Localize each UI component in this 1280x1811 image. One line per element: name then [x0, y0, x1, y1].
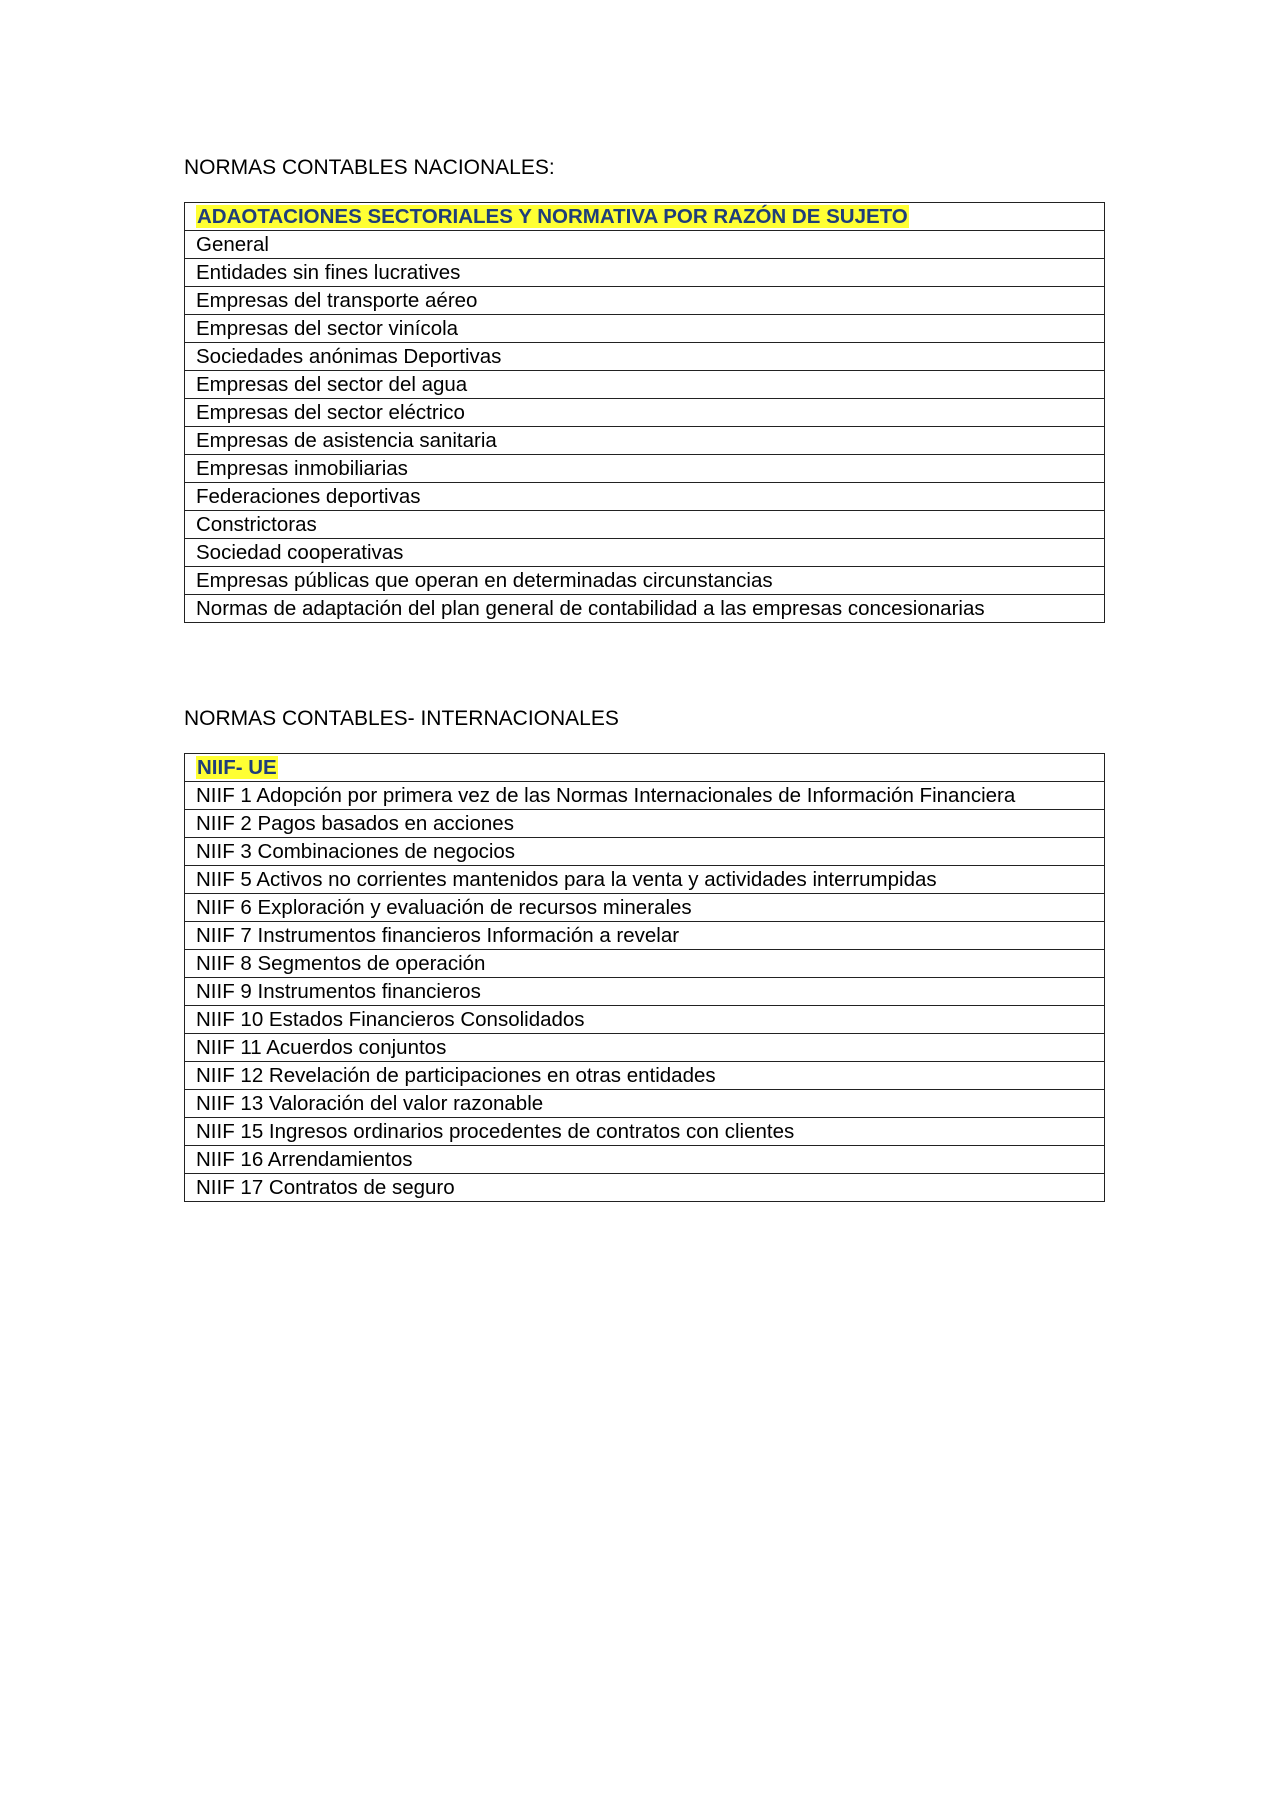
table-cell: Federaciones deportivas — [185, 483, 1105, 511]
table-cell: NIIF 10 Estados Financieros Consolidados — [185, 1006, 1105, 1034]
table-cell: NIIF 1 Adopción por primera vez de las Normas Internacionales de Información Financiera — [185, 782, 1105, 810]
section-title-internacionales: NORMAS CONTABLES- INTERNACIONALES — [184, 707, 619, 730]
table-row — [185, 1034, 1105, 1062]
table-header-internacionales: NIIF- UE — [197, 756, 277, 779]
table-row — [185, 259, 1105, 287]
table-cell: NIIF 15 Ingresos ordinarios procedentes de contratos con clientes — [185, 1118, 1105, 1146]
table-cell: General — [185, 231, 1105, 259]
table-row — [185, 950, 1105, 978]
table-header-cell — [185, 203, 1105, 231]
table-row — [185, 231, 1105, 259]
table-row — [185, 1146, 1105, 1174]
table-cell: NIIF 3 Combinaciones de negocios — [185, 838, 1105, 866]
table-row — [185, 922, 1105, 950]
table-row — [185, 287, 1105, 315]
table-cell: Empresas de asistencia sanitaria — [185, 427, 1105, 455]
table-cell: Sociedades anónimas Deportivas — [185, 343, 1105, 371]
table-header-cell — [185, 754, 1105, 782]
table-cell: NIIF 2 Pagos basados en acciones — [185, 810, 1105, 838]
table-cell: NIIF 8 Segmentos de operación — [185, 950, 1105, 978]
table-internacionales-body — [185, 754, 1105, 1202]
table-cell: NIIF 12 Revelación de participaciones en otras entidades — [185, 1062, 1105, 1090]
table-row — [185, 838, 1105, 866]
table-row — [185, 343, 1105, 371]
table-row — [185, 1006, 1105, 1034]
table-row — [185, 1174, 1105, 1202]
table-row — [185, 866, 1105, 894]
table-cell: Empresas del sector vinícola — [185, 315, 1105, 343]
table-cell: NIIF 16 Arrendamientos — [185, 1146, 1105, 1174]
table-cell: NIIF 9 Instrumentos financieros — [185, 978, 1105, 1006]
table-header-row — [185, 754, 1105, 782]
table-cell: Empresas del sector del agua — [185, 371, 1105, 399]
table-cell: NIIF 7 Instrumentos financieros Información a revelar — [185, 922, 1105, 950]
table-nacionales — [184, 202, 1105, 623]
table-cell: Empresas del transporte aéreo — [185, 287, 1105, 315]
table-cell: NIIF 13 Valoración del valor razonable — [185, 1090, 1105, 1118]
table-row — [185, 483, 1105, 511]
table-header-row — [185, 203, 1105, 231]
table-cell: NIIF 5 Activos no corrientes mantenidos para la venta y actividades interrumpidas — [185, 866, 1105, 894]
table-row — [185, 1090, 1105, 1118]
table-header-nacionales: ADAOTACIONES SECTORIALES Y NORMATIVA POR RAZÓN DE SUJETO — [197, 205, 908, 228]
table-cell: NIIF 6 Exploración y evaluación de recursos minerales — [185, 894, 1105, 922]
table-cell: NIIF 11 Acuerdos conjuntos — [185, 1034, 1105, 1062]
table-row — [185, 810, 1105, 838]
table-row — [185, 511, 1105, 539]
table-cell: Sociedad cooperativas — [185, 539, 1105, 567]
table-cell: Empresas inmobiliarias — [185, 455, 1105, 483]
table-cell: NIIF 17 Contratos de seguro — [185, 1174, 1105, 1202]
table-cell: Empresas públicas que operan en determinadas circunstancias — [185, 567, 1105, 595]
table-internacionales — [184, 753, 1105, 1202]
table-row — [185, 539, 1105, 567]
table-row — [185, 455, 1105, 483]
table-row — [185, 315, 1105, 343]
table-nacionales-body — [185, 203, 1105, 623]
table-row — [185, 595, 1105, 623]
table-row — [185, 399, 1105, 427]
table-cell: Empresas del sector eléctrico — [185, 399, 1105, 427]
table-row — [185, 978, 1105, 1006]
table-row — [185, 567, 1105, 595]
table-row — [185, 427, 1105, 455]
table-cell: Constrictoras — [185, 511, 1105, 539]
table-row — [185, 894, 1105, 922]
table-row — [185, 782, 1105, 810]
table-row — [185, 1062, 1105, 1090]
section-title-nacionales: NORMAS CONTABLES NACIONALES: — [184, 156, 555, 179]
table-cell: Normas de adaptación del plan general de contabilidad a las empresas concesionarias — [185, 595, 1105, 623]
table-row — [185, 371, 1105, 399]
table-row — [185, 1118, 1105, 1146]
table-cell: Entidades sin fines lucratives — [185, 259, 1105, 287]
